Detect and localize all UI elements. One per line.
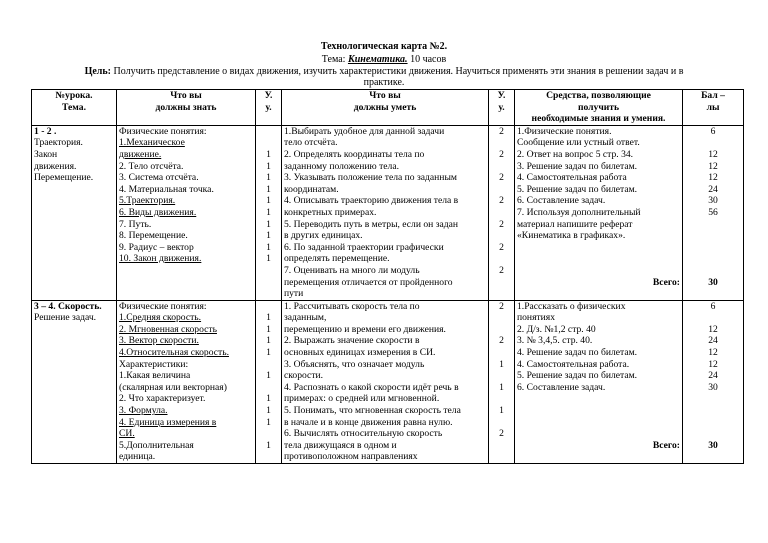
know-level-cell-line [258, 137, 279, 149]
skill-cell-line: 2. Определять координаты тела по [284, 148, 425, 160]
means-cell-line [517, 428, 680, 440]
points-cell-line [685, 417, 741, 429]
total-value: 30 [708, 439, 718, 451]
total-value: 30 [708, 276, 718, 288]
means-cell-line [517, 417, 680, 429]
points-cell-line: 12 [708, 160, 718, 172]
lesson-cell [32, 300, 117, 463]
skill-level-cell-line: 1 [499, 405, 504, 417]
skill-level-cell-line [491, 137, 512, 149]
skill-level-cell-line [491, 440, 512, 452]
know-cell-line: 8. Перемещение. [119, 230, 188, 242]
points-cell-line: 12 [708, 358, 718, 370]
skill-level-cell-line: 2 [499, 148, 504, 160]
lesson-cell [32, 125, 117, 300]
skill-level-cell-line [491, 253, 512, 265]
know-level-cell-line: 1 [266, 347, 271, 359]
points-cell-line: 12 [708, 323, 718, 335]
know-cell-line: 2. Мгновенная скорость [119, 323, 217, 335]
know-level-cell [256, 300, 282, 463]
skill-cell-line: 1.Выбирать удобное для данной задачи [284, 125, 445, 137]
skill-cell-line: тела движущаяся в одном и [284, 439, 397, 451]
skill-level-cell [489, 300, 515, 463]
skill-cell-line: конкретных примерах. [284, 206, 377, 218]
know-cell-line: 4. Единица измерения в [119, 416, 217, 428]
col-header-level-1: У. у. [256, 90, 282, 126]
col-header-skill: Что вы должны уметь [282, 90, 489, 126]
means-cell-line: материал напишите реферат [517, 218, 633, 230]
know-cell-line: движение. [119, 148, 162, 160]
know-cell-line: Физические понятия: [119, 125, 207, 137]
points-cell-line: 30 [708, 381, 718, 393]
points-cell-line [685, 405, 741, 417]
skill-cell-line: 6. По заданной траектории графически [284, 241, 444, 253]
skill-level-cell-line: 2 [499, 218, 504, 230]
skill-cell-line: перемещению и времени его движения. [284, 323, 446, 335]
col-header-points: Бал – лы [683, 90, 744, 126]
know-level-cell [256, 125, 282, 300]
skill-level-cell-line [491, 277, 512, 289]
points-cell-line: 24 [708, 335, 718, 347]
means-cell-line: 5. Решение задач по билетам. [517, 370, 638, 382]
skill-cell-line: противоположном направлениях [284, 451, 418, 463]
know-cell-line: 7. Путь. [119, 218, 152, 230]
skill-level-cell-line [491, 417, 512, 429]
points-cell-line: 6 [710, 300, 716, 312]
goal-text-2: практике. [363, 77, 405, 88]
skill-level-cell-line [491, 312, 512, 324]
points-cell-line [685, 265, 741, 277]
points-cell-line [685, 219, 741, 231]
know-level-cell-line: 1 [266, 335, 271, 347]
know-cell-line: 10. Закон движения. [119, 253, 202, 265]
skill-level-cell-line: 2 [499, 125, 504, 137]
topic-name: Кинематика. [347, 54, 408, 65]
col-header-means: Средства, позволяющие получить необходимые знания и умения. [515, 90, 683, 126]
skill-cell-line: координатам. [284, 183, 339, 195]
know-level-cell-line: 1 [266, 206, 271, 218]
skill-level-cell-line [491, 184, 512, 196]
know-level-cell-line: 1 [266, 253, 271, 265]
skill-level-cell-line: 2 [499, 300, 504, 312]
skill-cell-line: 4. Распознать о какой скорости идёт речь в [284, 381, 459, 393]
know-level-cell-line: 1 [266, 370, 271, 382]
topic-line [0, 54, 768, 65]
know-level-cell-line [258, 301, 279, 313]
skill-level-cell-line [491, 230, 512, 242]
means-cell-line: «Кинематика в графиках». [517, 230, 626, 242]
skill-level-cell-line [491, 324, 512, 336]
lesson-line: 1 - 2 . [34, 125, 57, 137]
know-level-cell-line: 1 [266, 230, 271, 242]
know-level-cell-line: 1 [266, 393, 271, 405]
skill-cell-line: 7. Оценивать на много ли модуль [284, 264, 420, 276]
know-cell-line: 6. Виды движения. [119, 206, 197, 218]
know-level-cell-line [258, 451, 279, 463]
skill-level-cell-line: 1 [499, 358, 504, 370]
means-cell-line [517, 405, 680, 417]
know-cell [117, 125, 256, 300]
skill-cell-line: 2. Выражать значение скорости в [284, 335, 420, 347]
know-cell-line: 3. Вектор скорости. [119, 335, 199, 347]
points-cell-line [685, 230, 741, 242]
know-level-cell-line: 1 [266, 439, 271, 451]
know-level-cell-line: 1 [266, 312, 271, 324]
tech-map-table [31, 89, 744, 464]
means-cell-line: 1.Физические понятия. [517, 125, 612, 137]
skill-level-cell-line: 2 [499, 264, 504, 276]
skill-level-cell [489, 125, 515, 300]
know-cell-line: 3. Система отсчёта. [119, 172, 199, 184]
points-cell-line: 24 [708, 370, 718, 382]
skill-cell-line: 3. Объяснять, что означает модуль [284, 358, 425, 370]
know-cell-line: 2. Что характеризует. [119, 393, 206, 405]
skill-level-cell-line [491, 288, 512, 300]
know-cell-line: Характеристики: [119, 358, 189, 370]
topic-prefix: Тема: [321, 54, 348, 65]
means-cell-line [517, 393, 680, 405]
col-header-lesson: №урока. Тема. [32, 90, 117, 126]
know-cell-line: единица. [119, 451, 156, 463]
know-level-cell-line: 1 [266, 241, 271, 253]
skill-level-cell-line: 2 [499, 335, 504, 347]
means-cell-line: 6. Составление задач. [517, 381, 606, 393]
points-cell-line: 56 [708, 206, 718, 218]
skill-cell-line: основных единицах измерения в СИ. [284, 347, 436, 359]
points-cell-line [685, 242, 741, 254]
skill-level-cell-line: 2 [499, 195, 504, 207]
skill-level-cell-line [491, 370, 512, 382]
know-cell-line: 3. Формула. [119, 405, 168, 417]
know-cell-line: 9. Радиус – вектор [119, 241, 194, 253]
skill-level-cell-line: 1 [499, 381, 504, 393]
means-cell-line: 4. Самостоятельная работа. [517, 358, 630, 370]
skill-cell-line: 5. Понимать, что мгновенная скорость тела [284, 405, 461, 417]
col-header-know: Что вы должны знать [117, 90, 256, 126]
skill-cell-line: 4. Описывать траекторию движения тела в [284, 195, 459, 207]
points-cell [683, 125, 744, 300]
points-cell-line [685, 428, 741, 440]
points-cell-line: 24 [708, 183, 718, 195]
means-cell-line [517, 242, 680, 254]
lesson-line: Перемещение. [34, 172, 94, 184]
means-cell-line: 4. Решение задач по билетам. [517, 347, 638, 359]
skill-cell-line: тело отсчёта. [284, 137, 338, 149]
know-cell-line: Физические понятия: [119, 300, 207, 312]
table-row [32, 125, 744, 300]
means-cell-line: 3. Решение задач по билетам. [517, 160, 638, 172]
points-cell-line [685, 137, 741, 149]
goal-label: Цель: [84, 66, 112, 77]
means-cell-line: 3. № 3,4,5. стр. 40. [517, 335, 593, 347]
skill-cell-line: 5. Переводить путь в метры, если он задан [284, 218, 459, 230]
skill-level-cell-line: 2 [499, 172, 504, 184]
doc-title: Технологическая карта №2. [320, 41, 448, 52]
lesson-line: 3 – 4. Скорость. [34, 300, 102, 312]
skill-cell [282, 300, 489, 463]
know-cell-line: 1.Какая величина [119, 370, 191, 382]
points-cell-line [685, 393, 741, 405]
know-cell-line: (скалярная или векторная) [119, 381, 227, 393]
points-cell-line: 6 [710, 125, 716, 137]
means-cell-line: 6. Составление задач. [517, 195, 606, 207]
know-level-cell-line: 1 [266, 148, 271, 160]
points-cell-line [685, 312, 741, 324]
skill-level-cell-line [491, 347, 512, 359]
skill-cell-line: 3. Указывать положение тела по заданным [284, 172, 457, 184]
points-cell-line: 12 [708, 172, 718, 184]
skill-cell-line: заданному положению тела. [284, 160, 399, 172]
goal-line-2 [0, 77, 768, 88]
points-cell-line: 12 [708, 148, 718, 160]
know-level-cell-line [258, 126, 279, 138]
points-cell-line: 30 [708, 195, 718, 207]
lesson-line: движения. [34, 160, 77, 172]
know-level-cell-line [258, 428, 279, 440]
skill-cell-line: в других единицах. [284, 230, 363, 242]
skill-cell-line: в начале и в конце движения равна нулю. [284, 416, 453, 428]
skill-cell-line: заданным, [284, 312, 327, 324]
means-cell-line: 2. Ответ на вопрос 5 стр. 34. [517, 148, 634, 160]
total-label: Всего: [652, 439, 680, 451]
means-cell [515, 300, 683, 463]
know-cell-line: 4.Относительная скорость. [119, 347, 229, 359]
know-level-cell-line: 1 [266, 183, 271, 195]
skill-level-cell-line [491, 161, 512, 173]
know-level-cell-line: 1 [266, 323, 271, 335]
skill-level-cell-line [491, 207, 512, 219]
table-row [32, 300, 744, 463]
skill-cell-line: определять перемещение. [284, 253, 390, 265]
means-cell-line: 7. Используя дополнительный [517, 206, 641, 218]
know-level-cell-line: 1 [266, 218, 271, 230]
skill-cell [282, 125, 489, 300]
know-level-cell-line: 1 [266, 172, 271, 184]
skill-cell-line: перемещения отличается от пройденного [284, 276, 453, 288]
means-cell [515, 125, 683, 300]
know-level-cell-line [258, 359, 279, 371]
know-cell-line: 1.Механическое [119, 137, 185, 149]
know-level-cell-line [258, 382, 279, 394]
know-level-cell-line: 1 [266, 405, 271, 417]
col-header-level-2: У. у. [489, 90, 515, 126]
points-cell-line [685, 253, 741, 265]
means-cell-line [517, 265, 680, 277]
know-cell-line: 5.Траектория. [119, 195, 176, 207]
know-cell-line: 1.Средняя скорость. [119, 312, 202, 324]
skill-level-cell-line [491, 451, 512, 463]
know-level-cell-line: 1 [266, 195, 271, 207]
skill-cell-line: 6. Вычислять относительную скорость [284, 428, 443, 440]
header-row [32, 90, 744, 126]
goal-line [0, 66, 768, 77]
skill-cell-line: скорости. [284, 370, 324, 382]
know-cell-line: 2. Тело отсчёта. [119, 160, 184, 172]
lesson-line: Решение задач. [34, 312, 97, 324]
means-cell-line: 2. Д/з. №1,2 стр. 40 [517, 323, 596, 335]
means-cell-line [517, 253, 680, 265]
means-cell-line: 4. Самостоятельная работа [517, 172, 627, 184]
know-cell-line: 5.Дополнительная [119, 439, 194, 451]
skill-level-cell-line: 2 [499, 428, 504, 440]
know-level-cell-line: 1 [266, 160, 271, 172]
skill-cell-line: пути [284, 288, 304, 300]
skill-level-cell-line [491, 393, 512, 405]
means-cell-line: 1.Рассказать о физических [517, 300, 626, 312]
skill-cell-line: 1. Рассчитывать скорость тела по [284, 300, 420, 312]
goal-text: Получить представление о видах движения, изучить характеристики движения. Научиться применять эти знания в решении задач и в [111, 66, 684, 77]
know-cell [117, 300, 256, 463]
know-cell-line: СИ. [119, 428, 135, 440]
means-cell-line: Сообщение или устный ответ. [517, 137, 640, 149]
means-cell-line: понятиях [517, 312, 556, 324]
lesson-line: Траектория. [34, 137, 83, 149]
lesson-line: Закон [34, 148, 58, 160]
know-level-cell-line: 1 [266, 416, 271, 428]
means-cell-line: 5. Решение задач по билетам. [517, 183, 638, 195]
know-cell-line: 4. Материальная точка. [119, 183, 214, 195]
topic-hours: 10 часов [407, 54, 447, 65]
points-cell [683, 300, 744, 463]
skill-cell-line: примерах: о средней или мгновенной. [284, 393, 440, 405]
points-cell-line: 12 [708, 347, 718, 359]
total-label: Всего: [652, 276, 680, 288]
skill-level-cell-line: 2 [499, 241, 504, 253]
